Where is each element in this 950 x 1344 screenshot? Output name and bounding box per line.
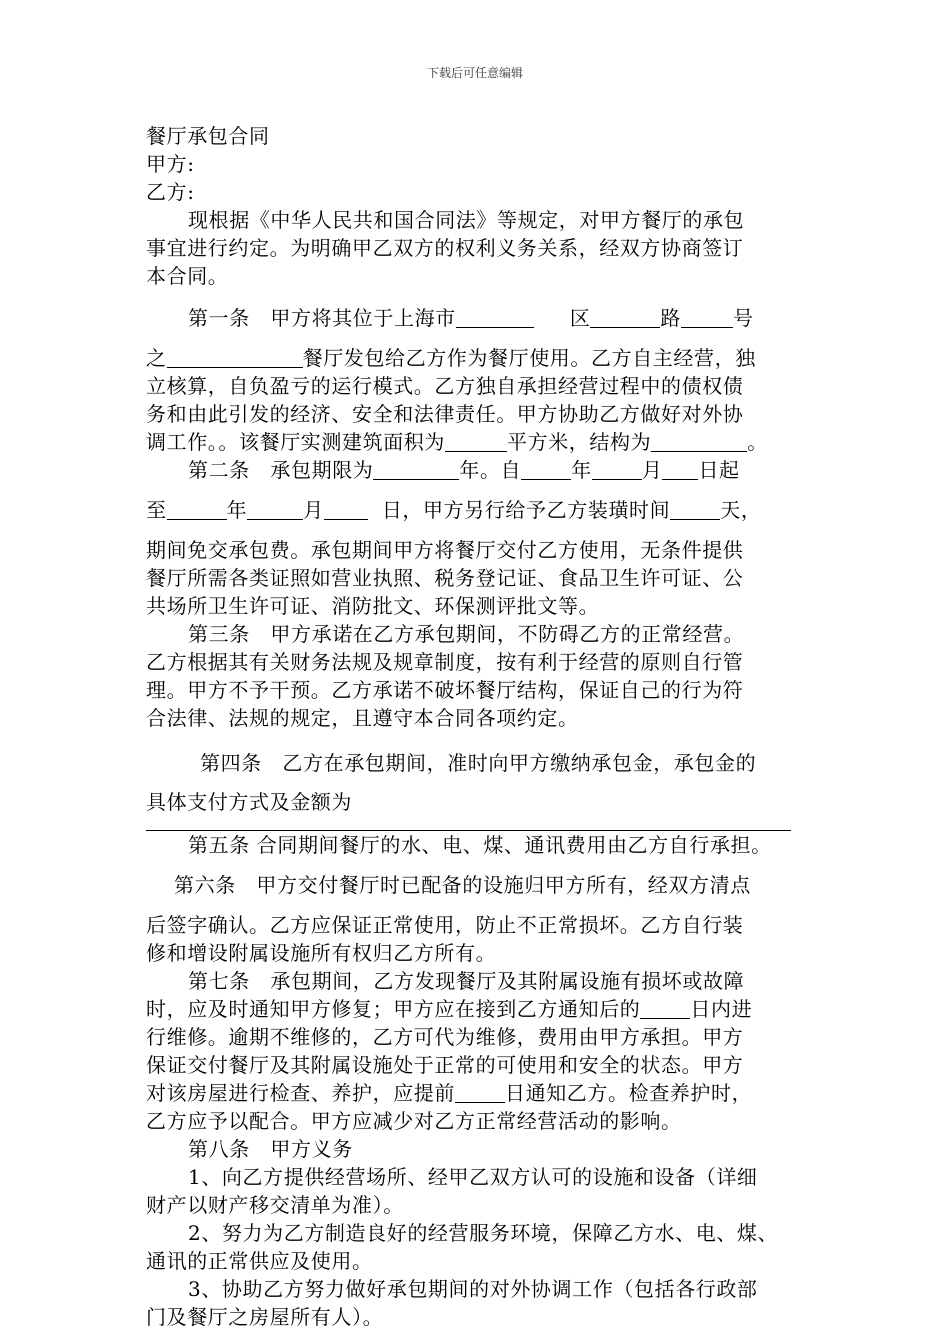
article-text: 至: [146, 498, 167, 522]
article-text: 号: [733, 306, 754, 330]
article-text: 之: [146, 346, 167, 370]
article-1: [146, 304, 814, 456]
article-line: 具体支付方式及金额为: [146, 790, 352, 814]
blank-field: [640, 998, 690, 1019]
article-line: 理。甲方不予干预。乙方承诺不破坏餐厅结构，保证自己的行为符: [146, 678, 744, 702]
blank-field: [373, 459, 459, 480]
article-text: 年: [571, 458, 592, 482]
article-line: 行维修。逾期不维修的，乙方可代为维修，费用由甲方承担。甲方: [146, 1025, 744, 1049]
blank-field: [146, 816, 791, 831]
article-line: [146, 1079, 814, 1107]
article-line: 修和增设附属设施所有权归乙方所有。: [146, 941, 497, 965]
party-a-label: 甲方:: [146, 152, 195, 176]
article-line: 期间免交承包费。承包期间甲方将餐厅交付乙方使用，无条件提供: [146, 538, 744, 562]
article-2: [146, 456, 814, 620]
article-text: 时，应及时通知甲方修复；甲方应在接到乙方通知后的: [146, 997, 641, 1021]
article-8-title: 第八条 甲方义务: [188, 1137, 353, 1161]
article-8: [146, 1135, 814, 1331]
obligation-line: 财产以财产移交清单为准）。: [146, 1193, 404, 1217]
article-line: 第四条 乙方在承包期间，准时向甲方缴纳承包金，承包金的: [200, 751, 757, 775]
article-line: 第五条 合同期间餐厅的水、电、煤、通讯费用由乙方自行承担。: [188, 833, 772, 857]
blank-field: [681, 307, 733, 328]
article-5: [146, 831, 814, 859]
article-text: 对该房屋进行检查、养护，应提前: [146, 1081, 455, 1105]
blank-field: [592, 459, 642, 480]
article-line: 乙方根据其有关财务法规及规章制度，按有利于经营的原则自行管: [146, 650, 744, 674]
article-line: [146, 428, 814, 456]
article-text: 第二条 承包期限为: [188, 458, 374, 482]
article-text: 日通知乙方。检查养护时，: [505, 1081, 753, 1105]
article-text: 日，甲方另行给予乙方装璜时间: [381, 498, 671, 522]
article-text: 第一条 甲方将其位于上海市: [188, 306, 456, 330]
article-7: [146, 967, 814, 1135]
blank-field: [167, 347, 303, 368]
article-line: 餐厅所需各类证照如营业执照、税务登记证、食品卫生许可证、公: [146, 566, 744, 590]
article-line: 第七条 承包期间，乙方发现餐厅及其附属设施有损坏或故障: [188, 969, 745, 993]
article-text: 日内进: [690, 997, 753, 1021]
article-line: 保证交付餐厅及其附属设施处于正常的可使用和安全的状态。甲方: [146, 1053, 744, 1077]
blank-field: [662, 459, 698, 480]
article-text: 区: [569, 306, 591, 330]
article-line: 乙方应予以配合。甲方应减少对乙方正常经营活动的影响。: [146, 1109, 682, 1133]
obligation-line: 门及餐厅之房屋所有人）。: [146, 1305, 384, 1329]
article-text: 路: [660, 306, 682, 330]
contract-body: [146, 122, 814, 1331]
article-3: [146, 620, 814, 732]
article-text: 餐厅发包给乙方作为餐厅使用。乙方自主经营，独: [302, 346, 756, 370]
article-text: 月: [641, 458, 663, 482]
article-line: 共场所卫生许可证、消防批文、环保测评批文等。: [146, 594, 600, 618]
article-text: 。: [747, 430, 768, 454]
blank-field: [445, 431, 507, 452]
article-line: 第六条 甲方交付餐厅时已配备的设施归甲方所有，经双方清点: [174, 873, 751, 897]
article-line: 立核算，自负盈亏的运行模式。乙方独自承担经营过程中的债权债: [146, 374, 744, 398]
party-b-label: 乙方:: [146, 180, 195, 204]
page-header-note: 下载后可任意编辑: [426, 66, 523, 80]
blank-field: [324, 499, 368, 520]
blank-field: [247, 499, 303, 520]
article-line: [146, 304, 814, 332]
contract-title: 餐厅承包合同: [146, 124, 270, 148]
blank-field: [590, 307, 660, 328]
preamble-line: 本合同。: [146, 264, 229, 288]
article-text: 平方米，结构为: [507, 430, 652, 454]
blank-field: [651, 431, 747, 452]
article-6: [146, 871, 814, 967]
preamble: [146, 206, 814, 290]
article-line: 后签字确认。乙方应保证正常使用，防止不正常损坏。乙方自行装: [146, 913, 744, 937]
preamble-line: 现根据《中华人民共和国合同法》等规定，对甲方餐厅的承包: [188, 208, 745, 232]
blank-field: [455, 1082, 505, 1103]
article-line: 第三条 甲方承诺在乙方承包期间，不防碍乙方的正常经营。: [188, 622, 745, 646]
article-line: [146, 995, 814, 1023]
article-line: [146, 496, 814, 524]
article-text: 月: [303, 498, 324, 522]
obligation-line: 2、努力为乙方制造良好的经营服务环境，保障乙方水、电、煤、: [188, 1221, 779, 1245]
article-text: 年。自: [459, 458, 522, 482]
article-4: [146, 749, 814, 831]
article-text: 天，: [720, 498, 762, 522]
blank-field: [167, 499, 227, 520]
article-text: 调工作。。该餐厅实测建筑面积为: [146, 430, 445, 454]
article-line: 合法律、法规的规定，且遵守本合同各项约定。: [146, 706, 579, 730]
obligation-line: 1、向乙方提供经营场所、经甲乙双方认可的设施和设备（详细: [188, 1165, 758, 1189]
blank-field: [456, 307, 534, 328]
blank-field: [521, 459, 571, 480]
article-line: [146, 344, 814, 372]
preamble-line: 事宜进行约定。为明确甲乙双方的权利义务关系，经双方协商签订: [146, 236, 744, 260]
article-text: 日起: [698, 458, 740, 482]
obligation-line: 通讯的正常供应及使用。: [146, 1249, 373, 1273]
article-text: 年: [226, 498, 248, 522]
article-line: [146, 456, 814, 484]
obligation-line: 3、协助乙方努力做好承包期间的对外协调工作（包括各行政部: [188, 1277, 758, 1301]
article-line: 务和由此引发的经济、安全和法律责任。甲方协助乙方做好对外协: [146, 402, 744, 426]
blank-field: [670, 499, 720, 520]
